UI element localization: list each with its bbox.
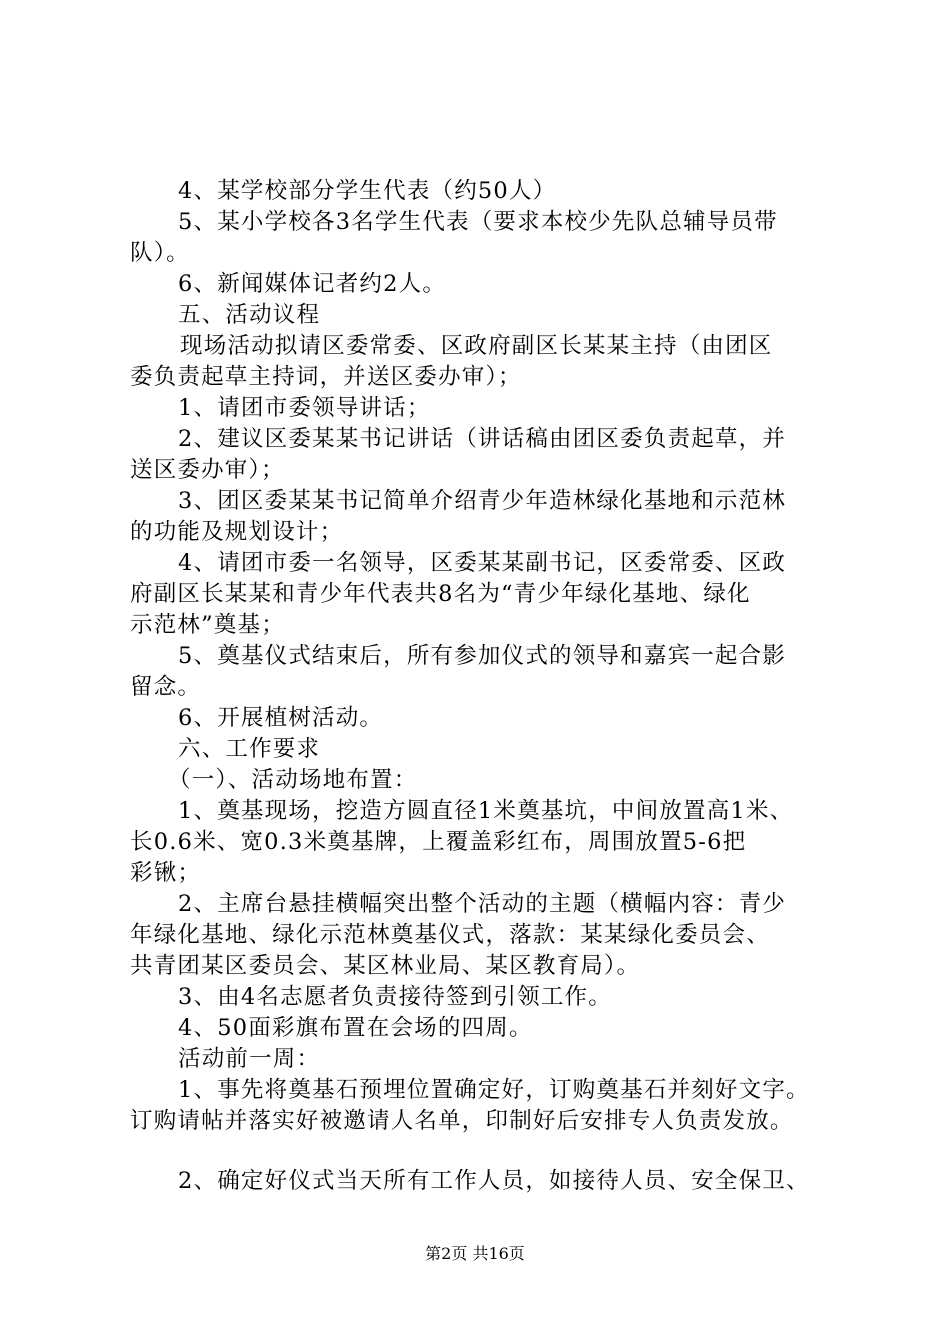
text-line: 彩锹；: [130, 860, 202, 886]
text-line: 5、奠基仪式结束后，所有参加仪式的领导和嘉宾一起合影: [178, 643, 787, 669]
text-line: 3、团区委某某书记简单介绍青少年造林绿化基地和示范林: [178, 488, 787, 514]
text-line: 1、奠基现场，挖造方圆直径1米奠基坑，中间放置高1米、: [178, 798, 794, 824]
section-heading: 五、活动议程: [178, 302, 321, 328]
text-line: 府副区长某某和青少年代表共8名为“青少年绿化基地、绿化: [130, 581, 751, 607]
text-line: 2、主席台悬挂横幅突出整个活动的主题（横幅内容：青少: [178, 891, 787, 917]
text-line: 1、请团市委领导讲话；: [178, 395, 431, 421]
text-line: 留念。: [130, 674, 202, 700]
page-number-footer: 第2页 共16页: [425, 1244, 525, 1263]
text-line: 示范林”奠基；: [130, 612, 285, 638]
text-line: 5、某小学校各3名学生代表（要求本校少先队总辅导员带: [178, 209, 778, 235]
text-line: 年绿化基地、绿化示范林奠基仪式，落款：某某绿化委员会、: [130, 922, 770, 948]
text-line: 的功能及规划设计；: [130, 519, 344, 545]
text-line: 现场活动拟请区委常委、区政府副区长某某主持（由团区: [180, 333, 773, 359]
text-line: 2、建议区委某某书记讲话（讲话稿由团区委负责起草，并: [178, 426, 787, 452]
text-line: 活动前一周：: [178, 1046, 321, 1072]
text-line: 订购请帖并落实好被邀请人名单，印制好后安排专人负责发放。: [130, 1108, 794, 1134]
text-line: 2、确定好仪式当天所有工作人员，如接待人员、安全保卫、: [178, 1168, 810, 1194]
text-line: 队）。: [130, 240, 190, 266]
text-line: 1、事先将奠基石预埋位置确定好，订购奠基石并刻好文字。: [178, 1077, 810, 1103]
text-line: 6、开展植树活动。: [178, 705, 384, 731]
text-line: 共青团某区委员会、某区林业局、某区教育局）。: [130, 953, 641, 979]
text-line: 4、请团市委一名领导，区委某某副书记，区委常委、区政: [178, 550, 787, 576]
subsection-heading: （一）、活动场地布置：: [168, 767, 418, 793]
text-line: 6、新闻媒体记者约2人。: [178, 271, 447, 297]
text-line: 委负责起草主持词，并送区委办审）；: [130, 364, 522, 390]
section-heading: 六、工作要求: [178, 736, 321, 762]
text-line: 4、50面彩旗布置在会场的四周。: [178, 1015, 533, 1041]
text-line: 长0.6米、宽0.3米奠基牌，上覆盖彩红布，周围放置5-6把: [130, 829, 747, 855]
text-line: 4、某学校部分学生代表（约50人）: [178, 178, 557, 204]
text-line: 3、由4名志愿者负责接待签到引领工作。: [178, 984, 612, 1010]
text-line: 送区委办审）；: [130, 457, 285, 483]
